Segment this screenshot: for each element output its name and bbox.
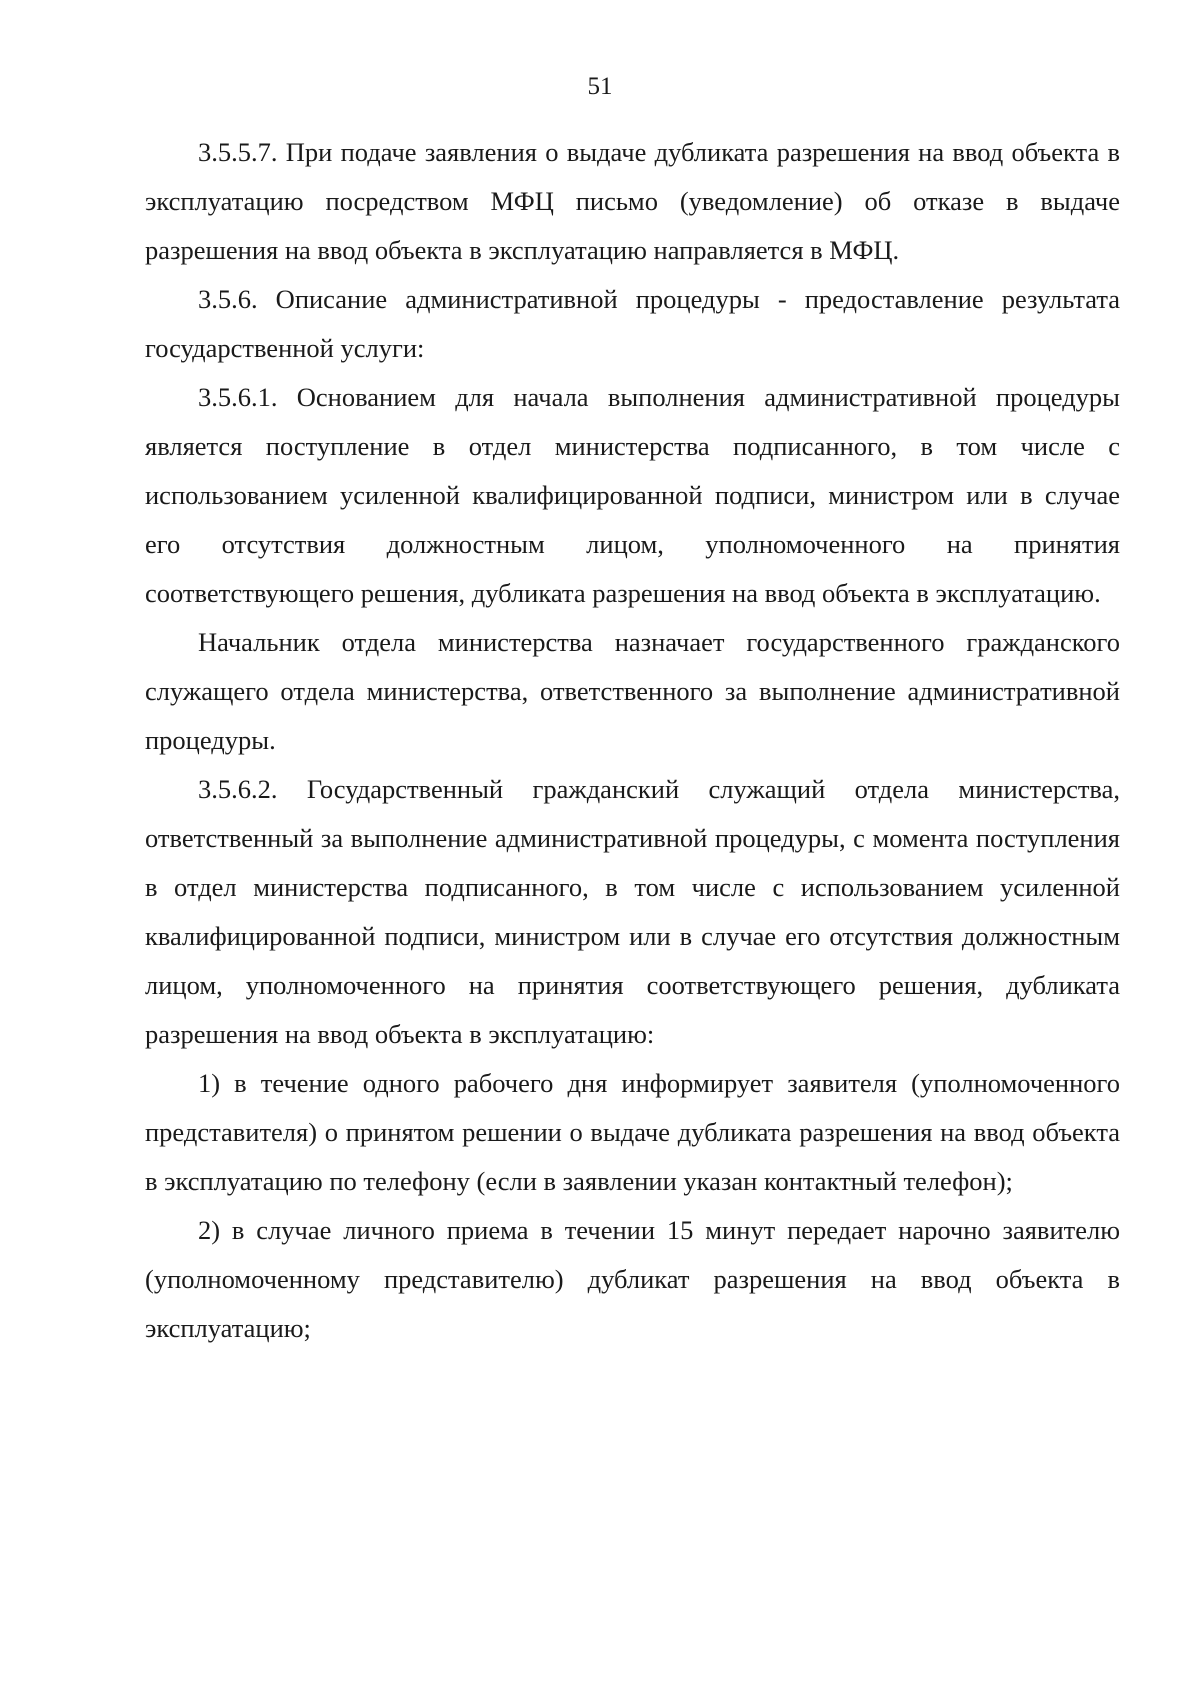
page-number: 51 — [587, 73, 613, 100]
paragraph-department-head: Начальник отдела министерства назначает государственного гражданского служащего отдела министерства, ответственного за выполнение административной процедуры. — [145, 627, 1120, 755]
paragraph-3-5-6: 3.5.6. Описание административной процедуры - предоставление результата государственной услуги: — [145, 284, 1120, 363]
paragraph-3-5-5-7: 3.5.5.7. При подаче заявления о выдаче дубликата разрешения на ввод объекта в эксплуатацию посредством МФЦ письмо (уведомление) об отказе в выдаче разрешения на ввод объекта в эксплуатацию направляется в МФЦ. — [145, 137, 1120, 265]
list-item-2: 2) в случае личного приема в течении 15 минут передает нарочно заявителю (уполномоченному представителю) дубликат разрешения на ввод объекта в эксплуатацию; — [145, 1215, 1120, 1343]
paragraph-3-5-6-2: 3.5.6.2. Государственный гражданский служащий отдела министерства, ответственный за выполнение административной процедуры, с момента поступления в отдел министерства подписанного, в том числе с использованием усиленной квалифицированной подписи, министром или в случае его отсутствия должностным лицом, уполномоченного на принятия соответствующего решения, дубликата разрешения на ввод объекта в эксплуатацию: — [145, 774, 1120, 1049]
paragraph-3-5-6-1: 3.5.6.1. Основанием для начала выполнения административной процедуры является поступление в отдел министерства подписанного, в том числе с использованием усиленной квалифицированной подписи, министром или в случае его отсутствия должностным лицом, уполномоченного на принятия соответствующего решения, дубликата разрешения на ввод объекта в эксплуатацию. — [145, 382, 1120, 608]
document-body — [145, 128, 1120, 1353]
list-item-1: 1) в течение одного рабочего дня информирует заявителя (уполномоченного представителя) о принятом решении о выдаче дубликата разрешения на ввод объекта в эксплуатацию по телефону (если в заявлении указан контактный телефон); — [145, 1068, 1120, 1196]
